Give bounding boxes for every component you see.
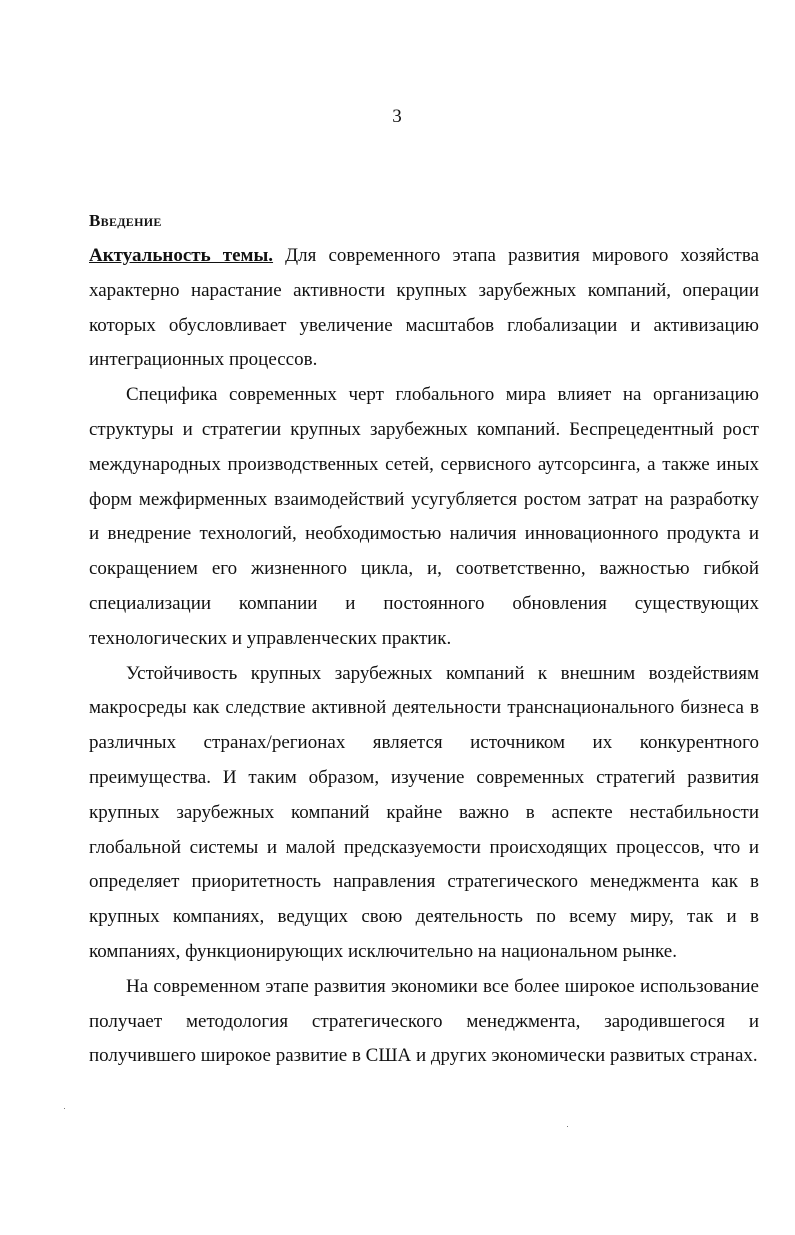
scan-speck — [567, 1126, 568, 1127]
paragraph-methodology: На современном этапе развития экономики все более широкое использование получает методология стратегического менеджмента, зародившегося и получившего широкое развитие в США и других экономически развитых странах. — [89, 975, 759, 1067]
section-heading: Введение — [89, 211, 162, 230]
paragraph-specifics: Специфика современных черт глобального мира влияет на организацию структуры и стратегии крупных зарубежных компаний. Беспрецедентный рост международных производственных сетей, сервисного аутсорсинга, а также иных форм межфирменных взаимодействий усугубляется ростом затрат на разработку и внедрение технологий, необходимостью наличия инновационного продукта и сокращением его жизненного цикла, и, соответственно, важностью гибкой специализации компании и постоянного обновления существующих технологических и управленческих практик. — [89, 384, 759, 649]
scan-speck — [64, 1108, 65, 1109]
paragraph-text: Для современного этапа развития мирового хозяйства характерно нарастание активности крупных зарубежных компаний, операции которых обусловливает увеличение масштабов глобализации и активизацию интеграционных процессов. — [89, 245, 760, 371]
paragraph-relevance — [89, 239, 759, 378]
page-number: 3 — [392, 106, 402, 127]
body-text — [89, 239, 759, 1074]
paragraph-lead-in: Актуальность темы. — [89, 245, 274, 266]
paragraph-stability: Устойчивость крупных зарубежных компаний к внешним воздействиям макросреды как следствие активной деятельности транснационального бизнеса в различных странах/регионах является источником их конкурентного преимущества. И таким образом, изучение современных стратегий развития крупных зарубежных компаний крайне важно в аспекте нестабильности глобальной системы и малой предсказуемости происходящих процессов, что и определяет приоритетность направления стратегического менеджмента как в крупных компаниях, ведущих свою деятельность по всему миру, так и в компаниях, функционирующих исключительно на национальном рынке. — [89, 662, 759, 962]
